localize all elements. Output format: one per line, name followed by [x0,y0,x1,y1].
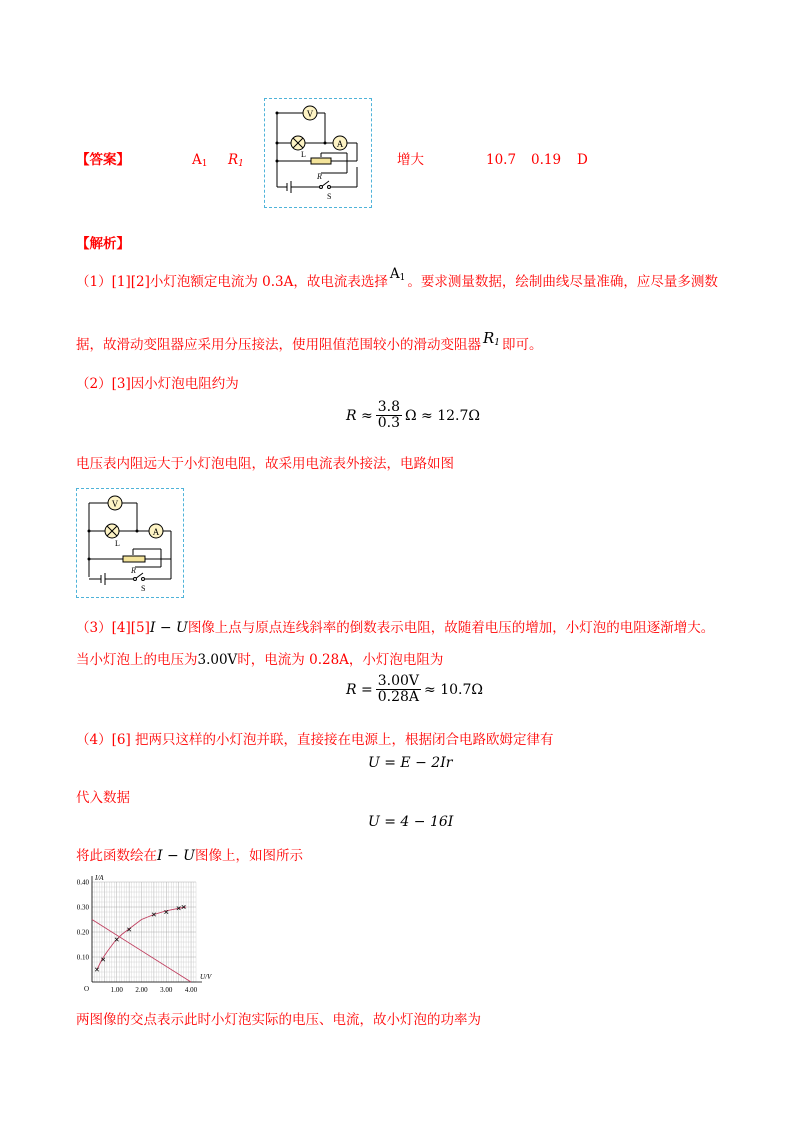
iu-chart [70,872,210,1002]
y-tick-label: 0.30 [76,903,89,912]
formula-ohms-law: U = E − 2Ir [368,755,453,771]
svg-text:S: S [141,584,146,593]
analysis-p4-line2: 代入数据 [76,790,130,806]
analysis-p2-line1: （2）[3]因小灯泡电阻约为 [76,376,239,392]
analysis-p5: 两图像的交点表示此时小灯泡实际的电压、电流，故小灯泡的功率为 [76,1012,481,1028]
analysis-p1-line1: （1）[1][2]小灯泡额定电流为 0.3A，故电流表选择 $A_1$ 。要求测量数据，绘制曲线尽量准确，应尽量多测数 [76,266,718,290]
circuit-diagram-answer [264,98,372,208]
analysis-p4-line1: （4）[6] 把两只这样的小灯泡并联，直接接在电源上，根据闭合电路欧姆定律有 [76,732,554,748]
svg-text:V: V [111,499,119,509]
svg-text:R: R [131,566,136,575]
x-tick-label: 1.00 [110,986,123,994]
x-tick-label: 3.00 [160,986,173,994]
formula-resistance-at-3v: R = $\frac{3.00V}{0.28A}$ ≈ 10.7Ω [346,673,483,705]
formula-substituted: U = 4 − 16I [368,814,454,830]
formula-resistance-estimate: R ≈ $\frac{3.8}{0.3}$ Ω ≈ 12.7Ω [346,399,481,431]
answer-a1: $A_1$ [192,152,208,169]
circuit-diagram-analysis [76,488,184,598]
svg-text:R: R [317,172,322,181]
y-tick-label: 0.10 [76,953,89,962]
answer-value-2: 0.19 [531,152,562,168]
y-tick-label: 0.20 [76,928,89,937]
answer-value-1: 10.7 [486,152,517,168]
answer-r1: $R_1$ [228,152,244,169]
analysis-p1-line2: 据，故滑动变阻器应采用分压接法，使用阻值范围较小的滑动变阻器 $R_1$ 即可。 [76,329,543,353]
analysis-p3-line1: （3）[4][5]I − U图像上点与原点连线斜率的倒数表示电阻，故随着电压的增加，小灯泡的电阻逐渐增大。 [76,620,715,636]
analysis-p2-line2: 电压表内阻远大于小灯泡电阻，故采用电流表外接法，电路如图 [76,456,454,472]
svg-text:L: L [115,539,120,548]
iu-chart-svg [70,872,210,1002]
analysis-p4-line3: 将此函数绘在I − U图像上，如图所示 [76,848,303,864]
origin-label: O [83,985,89,993]
y-axis-label: I/A [95,874,104,882]
svg-text:V: V [306,109,314,119]
svg-text:L: L [301,150,306,159]
x-tick-label: 2.00 [135,986,148,994]
svg-text:A: A [336,139,344,149]
answer-value-3: D [577,152,588,168]
answer-label: 【答案】 [76,152,130,168]
svg-text:S: S [327,192,332,201]
svg-text:A: A [152,527,160,537]
x-axis-label: U/V [200,973,212,981]
analysis-p3-line2: 当小灯泡上的电压为3.00V时，电流为 0.28A，小灯泡电阻为 [76,652,444,668]
x-tick-label: 4.00 [184,986,198,994]
analysis-label: 【解析】 [76,236,130,252]
y-tick-label: 0.40 [76,878,89,887]
answer-increase: 增大 [397,152,424,168]
